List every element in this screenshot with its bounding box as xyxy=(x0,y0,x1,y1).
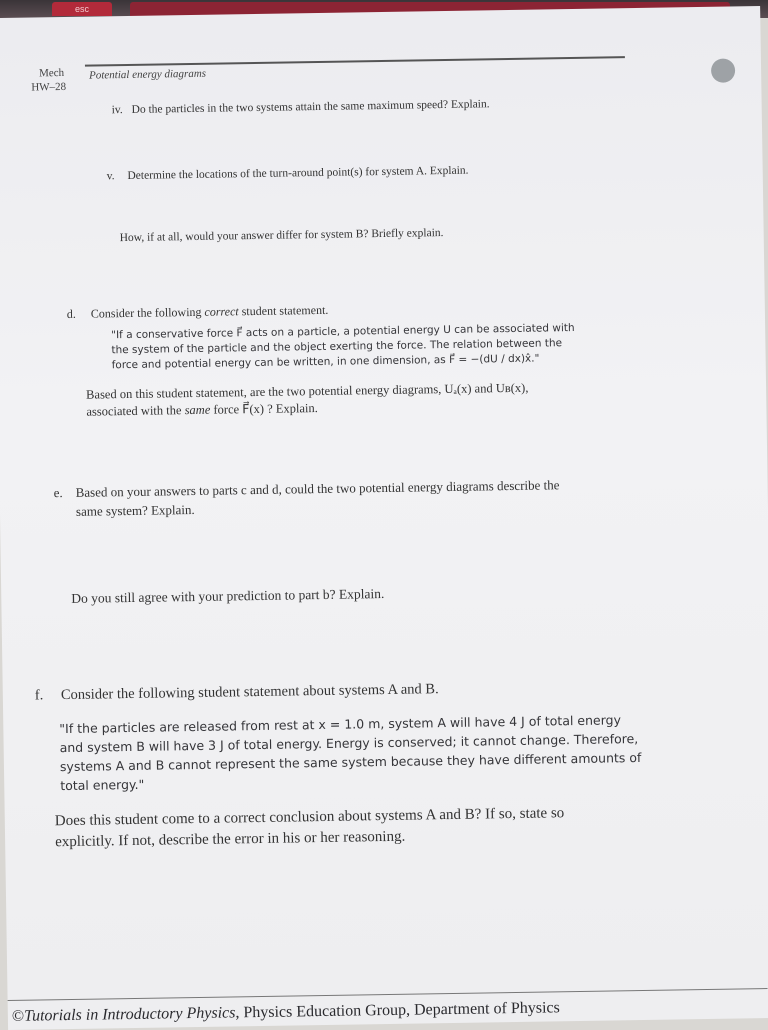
copyright-symbol: © xyxy=(11,1007,25,1025)
footer-rule xyxy=(8,988,768,1001)
question-f-prompt xyxy=(55,803,565,853)
student-quote-d xyxy=(111,321,575,373)
quote-line: force and potential energy can be written, in one dimension, as F⃗ = −(dU / dx)x̂." xyxy=(111,352,540,372)
question-e-follow-up: Do you still agree with your prediction to part b? Explain. xyxy=(71,586,385,606)
quote-line: total energy." xyxy=(60,776,145,794)
intro-emphasis: correct xyxy=(204,304,239,319)
question-text: Determine the locations of the turn-around point(s) for system A. Explain. xyxy=(127,164,469,182)
question-label: iv. xyxy=(111,104,123,117)
prompt-line: explicitly. If not, describe the error in his or her reasoning. xyxy=(55,828,406,851)
quote-line: "If the particles are released from rest at x = 1.0 m, system A will have 4 J of total energy xyxy=(59,712,622,737)
footer-text: , Physics Education Group, Department of Physics xyxy=(235,999,560,1022)
prompt-line: associated with the same force F⃗(x) ? Explain. xyxy=(86,401,318,419)
question-intro xyxy=(91,303,329,321)
question-line: same system? Explain. xyxy=(75,501,195,519)
question-text xyxy=(76,475,560,521)
esc-key: esc xyxy=(52,2,112,16)
student-quote-f xyxy=(59,710,642,795)
worksheet-page xyxy=(0,6,768,1030)
question-text: Do the particles in the two systems attain the same maximum speed? Explain. xyxy=(131,98,490,116)
question-intro: Consider the following student statement about systems A and B. xyxy=(60,681,439,704)
question-e xyxy=(54,475,560,521)
intro-text: Consider the following xyxy=(90,304,205,321)
question-iv xyxy=(112,98,490,116)
question-label: d. xyxy=(66,306,76,321)
quote-line: systems A and B cannot represent the same system because they have different amounts of xyxy=(59,749,642,775)
question-v-follow-up: How, if at all, would your answer differ for system B? Briefly explain. xyxy=(119,227,444,245)
course-label: Mech xyxy=(38,66,65,80)
quote-line: the system of the particle and the object exerting the force. The relation between the xyxy=(111,337,563,357)
prompt-line: Does this student come to a correct conclusion about systems A and B? If so, state so xyxy=(54,805,565,830)
homework-number: HW–28 xyxy=(31,80,67,94)
intro-text-end: student statement. xyxy=(238,302,329,319)
question-label: e. xyxy=(53,485,63,501)
question-d xyxy=(67,303,329,322)
quote-line: "If a conservative force F⃗ acts on a particle, a potential energy U can be associated with xyxy=(111,321,575,342)
header-rule xyxy=(85,56,625,66)
question-line: Based on your answers to parts c and d, could the two potential energy diagrams describe the xyxy=(75,477,560,500)
question-v xyxy=(107,165,469,183)
footer-credit xyxy=(12,999,560,1026)
question-d-prompt xyxy=(86,380,529,421)
section-title: Potential energy diagrams xyxy=(89,67,207,82)
question-label: f. xyxy=(34,687,44,704)
circle-sticker-icon xyxy=(711,58,735,82)
question-label: v. xyxy=(106,170,115,183)
question-f xyxy=(35,681,439,704)
quote-line: and system B will have 3 J of total energy. Energy is conserved; it cannot change. Therefore, xyxy=(59,731,639,756)
prompt-line: Based on this student statement, are the two potential energy diagrams, Uₐ(x) and Uʙ(x), xyxy=(86,380,529,402)
book-title: Tutorials in Introductory Physics xyxy=(23,1004,236,1025)
